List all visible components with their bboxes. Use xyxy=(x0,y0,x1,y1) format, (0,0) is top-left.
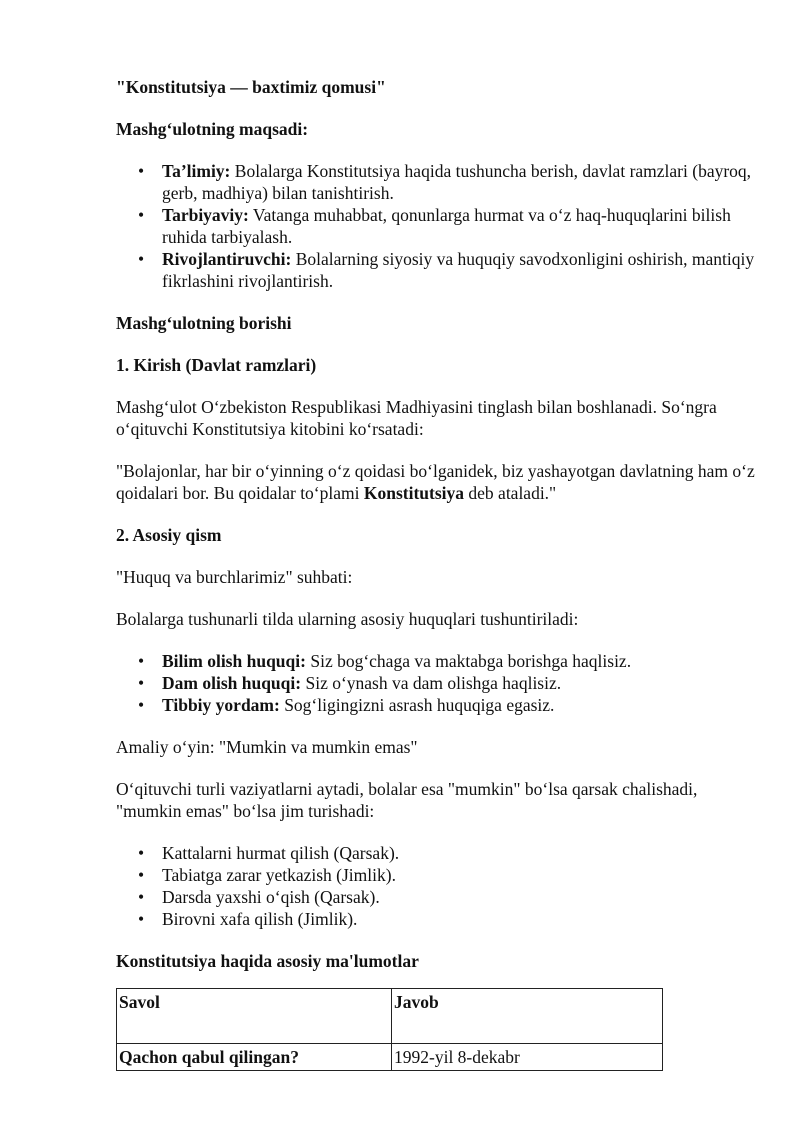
section1-quote xyxy=(116,460,756,504)
game-intro: O‘qituvchi turli vaziyatlarni aytadi, bolalar esa "mumkin" bo‘lsa qarsak chalishadi, "mumkin emas" bo‘lsa jim turishadi: xyxy=(116,779,698,821)
goal-item-developmental xyxy=(162,248,756,292)
document-title: "Konstitutsiya — baxtimiz qomusi" xyxy=(116,77,386,97)
section1-paragraph: Mashg‘ulot O‘zbekiston Respublikasi Madhiyasini tinglash bilan boshlanadi. So‘ngra o‘qituvchi Konstitutsiya kitobini ko‘rsatadi: xyxy=(116,397,717,439)
goal-item-text: Bolalarga Konstitutsiya haqida tushuncha berish, davlat ramzlari (bayroq, gerb, madhiya) bilan tanishtirish. xyxy=(162,161,752,203)
right-item-label: Tibbiy yordam: xyxy=(162,695,280,715)
rights-list xyxy=(116,650,756,716)
right-item-text: Sog‘ligingizni asrash huquqiga egasiz. xyxy=(279,695,555,715)
facts-heading: Konstitutsiya haqida asosiy ma'lumotlar xyxy=(116,951,419,971)
rights-intro: Bolalarga tushunarli tilda ularning asosiy huquqlari tushuntiriladi: xyxy=(116,609,579,629)
goal-item-upbringing xyxy=(162,204,756,248)
goal-item-label: Rivojlantiruvchi: xyxy=(162,249,292,269)
right-item-label: Bilim olish huquqi: xyxy=(162,651,306,671)
quote-bold-term: Konstitutsiya xyxy=(363,483,465,503)
table-cell-question: Qachon qabul qilingan? xyxy=(117,1044,392,1071)
section2-heading: 2. Asosiy qism xyxy=(116,525,222,545)
goal-heading: Mashg‘ulotning maqsadi: xyxy=(116,119,309,139)
right-item xyxy=(162,672,756,694)
situations-list xyxy=(116,842,756,930)
quote-text-after: deb ataladi." xyxy=(464,483,557,503)
table-header-question: Savol xyxy=(117,989,392,1044)
goal-item-text: Bolalarning siyosiy va huquqiy savodxonligini oshirish, mantiqiy fikrlashini rivojlantirish. xyxy=(162,249,755,291)
goal-item-text: Vatanga muhabbat, qonunlarga hurmat va o‘z haq-huquqlarini bilish ruhida tarbiyalash. xyxy=(162,205,731,247)
situation-item: • Darsda yaxshi o‘qish (Qarsak). xyxy=(162,886,756,908)
right-item-text: Siz o‘ynash va dam olishga haqlisiz. xyxy=(301,673,562,693)
right-item-text: Siz bog‘chaga va maktabga borishga haqlisiz. xyxy=(305,651,632,671)
situation-item: • Kattalarni hurmat qilish (Qarsak). xyxy=(162,842,756,864)
quote-text-before: "Bolajonlar, har bir o‘yinning o‘z qoidasi bo‘lganidek, biz yashayotgan davlatning ham o‘z qoidalari bor. Bu qoidalar to‘plami xyxy=(116,461,755,503)
goal-item-educational xyxy=(162,160,756,204)
right-item-label: Dam olish huquqi: xyxy=(162,673,302,693)
section1-heading: 1. Kirish (Davlat ramzlari) xyxy=(116,355,317,375)
goal-item-label: Tarbiyaviy: xyxy=(162,205,249,225)
table-cell-answer: 1992-yil 8-dekabr xyxy=(392,1044,663,1071)
goal-item-label: Ta’limiy: xyxy=(162,161,231,181)
situation-item: • Birovni xafa qilish (Jimlik). xyxy=(162,908,756,930)
table-header-row xyxy=(117,989,663,1044)
conversation-title: "Huquq va burchlarimiz" suhbati: xyxy=(116,567,353,587)
right-item xyxy=(162,650,756,672)
table-row xyxy=(117,1044,663,1071)
right-item xyxy=(162,694,756,716)
goal-list xyxy=(116,160,756,292)
document-content xyxy=(116,76,756,1071)
table-header-answer: Javob xyxy=(392,989,663,1044)
game-title: Amaliy o‘yin: "Mumkin va mumkin emas" xyxy=(116,737,418,757)
situation-item: • Tabiatga zarar yetkazish (Jimlik). xyxy=(162,864,756,886)
process-heading: Mashg‘ulotning borishi xyxy=(116,313,292,333)
facts-table xyxy=(116,988,663,1071)
